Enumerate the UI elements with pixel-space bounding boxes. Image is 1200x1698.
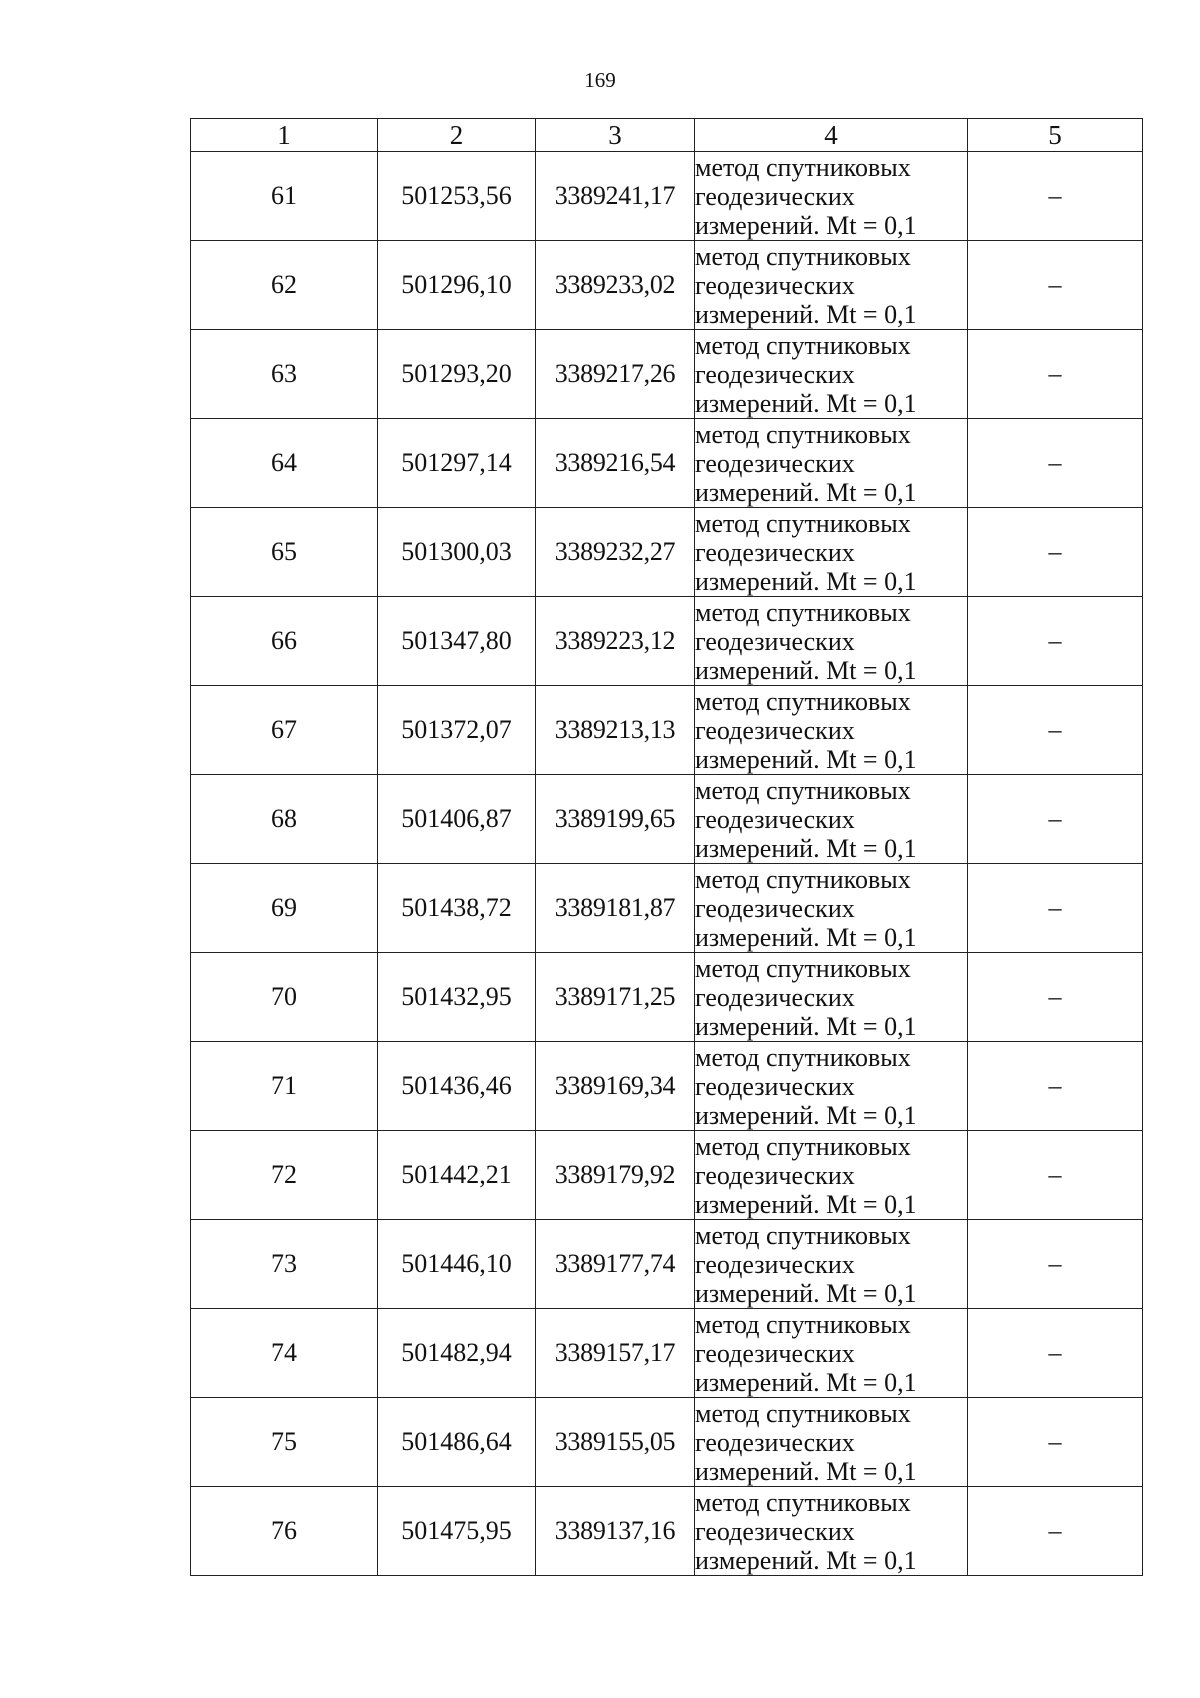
- method-line: метод спутниковых: [695, 864, 911, 894]
- y-coordinate-cell: 3389169,34: [536, 1042, 695, 1131]
- note-cell: –: [968, 1487, 1143, 1576]
- table-row: [191, 864, 1143, 953]
- note-cell: –: [968, 864, 1143, 953]
- table-row: [191, 1309, 1143, 1398]
- note-cell: –: [968, 419, 1143, 508]
- table-body: [191, 152, 1143, 1576]
- column-header-5: 5: [968, 119, 1143, 152]
- note-cell: –: [968, 953, 1143, 1042]
- y-coordinate-cell: 3389232,27: [536, 508, 695, 597]
- y-coordinate-cell: 3389179,92: [536, 1131, 695, 1220]
- column-header-3: 3: [536, 119, 695, 152]
- method-line: измерений. Mt = 0,1: [695, 833, 917, 863]
- column-header-1: 1: [191, 119, 378, 152]
- method-line: геодезических: [695, 982, 855, 1012]
- method-line: метод спутниковых: [695, 1398, 911, 1428]
- x-coordinate-cell: 501438,72: [378, 864, 536, 953]
- x-coordinate-cell: 501297,14: [378, 419, 536, 508]
- point-number-cell: 75: [191, 1398, 378, 1487]
- method-line: измерений. Mt = 0,1: [695, 1278, 917, 1308]
- method-cell: [695, 1487, 968, 1576]
- method-line: геодезических: [695, 1160, 855, 1190]
- note-cell: –: [968, 1042, 1143, 1131]
- note-cell: –: [968, 152, 1143, 241]
- y-coordinate-cell: 3389181,87: [536, 864, 695, 953]
- method-line: геодезических: [695, 1427, 855, 1457]
- method-line: измерений. Mt = 0,1: [695, 210, 917, 240]
- method-cell: [695, 953, 968, 1042]
- method-line: измерений. Mt = 0,1: [695, 388, 917, 418]
- method-line: измерений. Mt = 0,1: [695, 1456, 917, 1486]
- x-coordinate-cell: 501300,03: [378, 508, 536, 597]
- point-number-cell: 69: [191, 864, 378, 953]
- x-coordinate-cell: 501482,94: [378, 1309, 536, 1398]
- y-coordinate-cell: 3389137,16: [536, 1487, 695, 1576]
- point-number-cell: 67: [191, 686, 378, 775]
- y-coordinate-cell: 3389217,26: [536, 330, 695, 419]
- method-line: измерений. Mt = 0,1: [695, 1011, 917, 1041]
- x-coordinate-cell: 501372,07: [378, 686, 536, 775]
- method-line: геодезических: [695, 181, 855, 211]
- table-row: [191, 775, 1143, 864]
- table-row: [191, 1487, 1143, 1576]
- method-cell: [695, 419, 968, 508]
- y-coordinate-cell: 3389199,65: [536, 775, 695, 864]
- method-line: измерений. Mt = 0,1: [695, 299, 917, 329]
- method-line: метод спутниковых: [695, 419, 911, 449]
- x-coordinate-cell: 501293,20: [378, 330, 536, 419]
- method-line: геодезических: [695, 1071, 855, 1101]
- y-coordinate-cell: 3389155,05: [536, 1398, 695, 1487]
- method-line: геодезических: [695, 1338, 855, 1368]
- point-number-cell: 73: [191, 1220, 378, 1309]
- method-line: геодезических: [695, 1249, 855, 1279]
- method-line: метод спутниковых: [695, 1131, 911, 1161]
- method-cell: [695, 775, 968, 864]
- method-line: измерений. Mt = 0,1: [695, 655, 917, 685]
- point-number-cell: 72: [191, 1131, 378, 1220]
- method-line: измерений. Mt = 0,1: [695, 1545, 917, 1575]
- point-number-cell: 71: [191, 1042, 378, 1131]
- method-line: измерений. Mt = 0,1: [695, 922, 917, 952]
- table-row: [191, 1131, 1143, 1220]
- point-number-cell: 68: [191, 775, 378, 864]
- method-line: измерений. Mt = 0,1: [695, 744, 917, 774]
- y-coordinate-cell: 3389171,25: [536, 953, 695, 1042]
- point-number-cell: 61: [191, 152, 378, 241]
- x-coordinate-cell: 501432,95: [378, 953, 536, 1042]
- table-row: [191, 1398, 1143, 1487]
- method-cell: [695, 241, 968, 330]
- note-cell: –: [968, 1309, 1143, 1398]
- note-cell: –: [968, 1131, 1143, 1220]
- table-row: [191, 419, 1143, 508]
- method-line: геодезических: [695, 893, 855, 923]
- method-line: метод спутниковых: [695, 1220, 911, 1250]
- y-coordinate-cell: 3389233,02: [536, 241, 695, 330]
- method-cell: [695, 1220, 968, 1309]
- table-row: [191, 953, 1143, 1042]
- method-line: метод спутниковых: [695, 686, 911, 716]
- method-cell: [695, 864, 968, 953]
- method-line: геодезических: [695, 537, 855, 567]
- method-line: геодезических: [695, 715, 855, 745]
- table-row: [191, 330, 1143, 419]
- point-number-cell: 74: [191, 1309, 378, 1398]
- table-row: [191, 597, 1143, 686]
- method-cell: [695, 597, 968, 686]
- note-cell: –: [968, 1220, 1143, 1309]
- x-coordinate-cell: 501296,10: [378, 241, 536, 330]
- method-line: геодезических: [695, 448, 855, 478]
- method-line: метод спутниковых: [695, 1042, 911, 1072]
- note-cell: –: [968, 508, 1143, 597]
- method-line: геодезических: [695, 1516, 855, 1546]
- note-cell: –: [968, 1398, 1143, 1487]
- point-number-cell: 76: [191, 1487, 378, 1576]
- method-cell: [695, 1309, 968, 1398]
- method-line: метод спутниковых: [695, 330, 911, 360]
- point-number-cell: 66: [191, 597, 378, 686]
- note-cell: –: [968, 775, 1143, 864]
- x-coordinate-cell: 501347,80: [378, 597, 536, 686]
- method-line: геодезических: [695, 626, 855, 656]
- method-cell: [695, 152, 968, 241]
- y-coordinate-cell: 3389213,13: [536, 686, 695, 775]
- page-number: 169: [584, 68, 616, 92]
- method-line: метод спутниковых: [695, 775, 911, 805]
- table-row: [191, 1220, 1143, 1309]
- point-number-cell: 64: [191, 419, 378, 508]
- column-header-4: 4: [695, 119, 968, 152]
- table-row: [191, 686, 1143, 775]
- method-line: геодезических: [695, 804, 855, 834]
- method-line: метод спутниковых: [695, 152, 911, 182]
- y-coordinate-cell: 3389223,12: [536, 597, 695, 686]
- method-line: метод спутниковых: [695, 241, 911, 271]
- x-coordinate-cell: 501436,46: [378, 1042, 536, 1131]
- point-number-cell: 63: [191, 330, 378, 419]
- coordinates-table: [190, 118, 1143, 1576]
- method-line: метод спутниковых: [695, 597, 911, 627]
- x-coordinate-cell: 501475,95: [378, 1487, 536, 1576]
- method-line: измерений. Mt = 0,1: [695, 477, 917, 507]
- method-cell: [695, 1042, 968, 1131]
- method-line: измерений. Mt = 0,1: [695, 566, 917, 596]
- note-cell: –: [968, 686, 1143, 775]
- y-coordinate-cell: 3389216,54: [536, 419, 695, 508]
- method-line: измерений. Mt = 0,1: [695, 1100, 917, 1130]
- method-line: метод спутниковых: [695, 1487, 911, 1517]
- table-row: [191, 241, 1143, 330]
- note-cell: –: [968, 330, 1143, 419]
- table-row: [191, 1042, 1143, 1131]
- method-line: метод спутниковых: [695, 1309, 911, 1339]
- note-cell: –: [968, 241, 1143, 330]
- x-coordinate-cell: 501446,10: [378, 1220, 536, 1309]
- x-coordinate-cell: 501406,87: [378, 775, 536, 864]
- method-cell: [695, 330, 968, 419]
- note-cell: –: [968, 597, 1143, 686]
- point-number-cell: 62: [191, 241, 378, 330]
- method-cell: [695, 508, 968, 597]
- point-number-cell: 65: [191, 508, 378, 597]
- x-coordinate-cell: 501442,21: [378, 1131, 536, 1220]
- method-line: геодезических: [695, 359, 855, 389]
- method-line: метод спутниковых: [695, 953, 911, 983]
- method-line: измерений. Mt = 0,1: [695, 1189, 917, 1219]
- table-row: [191, 152, 1143, 241]
- x-coordinate-cell: 501486,64: [378, 1398, 536, 1487]
- point-number-cell: 70: [191, 953, 378, 1042]
- table-row: [191, 508, 1143, 597]
- method-cell: [695, 1131, 968, 1220]
- method-line: измерений. Mt = 0,1: [695, 1367, 917, 1397]
- method-line: геодезических: [695, 270, 855, 300]
- method-cell: [695, 1398, 968, 1487]
- y-coordinate-cell: 3389157,17: [536, 1309, 695, 1398]
- column-header-2: 2: [378, 119, 536, 152]
- y-coordinate-cell: 3389241,17: [536, 152, 695, 241]
- table-header-row: [191, 119, 1143, 152]
- method-line: метод спутниковых: [695, 508, 911, 538]
- method-cell: [695, 686, 968, 775]
- y-coordinate-cell: 3389177,74: [536, 1220, 695, 1309]
- x-coordinate-cell: 501253,56: [378, 152, 536, 241]
